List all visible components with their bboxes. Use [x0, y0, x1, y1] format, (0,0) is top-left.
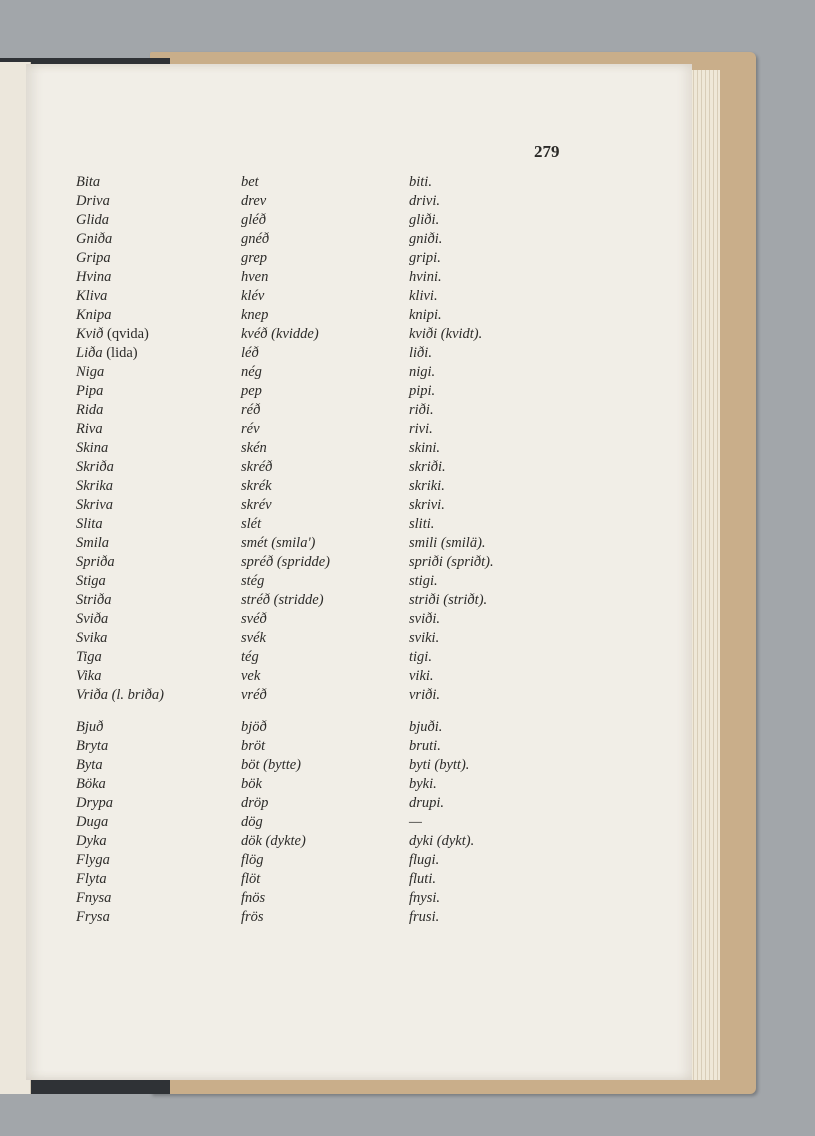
infinitive-word: Skina — [76, 440, 109, 456]
preterite-cell: drev — [241, 193, 267, 209]
supine-cell: fnysi. — [409, 890, 441, 906]
infinitive-cell — [76, 459, 114, 476]
infinitive-cell — [76, 516, 103, 533]
infinitive-cell — [76, 383, 103, 400]
infinitive-word: Frysa — [76, 909, 110, 925]
infinitive-cell — [76, 871, 107, 888]
supine-cell: sliti. — [409, 516, 435, 532]
supine-cell: bruti. — [409, 738, 441, 754]
page-stack — [690, 70, 720, 1080]
preterite-cell: dök (dykte) — [241, 833, 306, 849]
infinitive-cell — [76, 497, 113, 514]
supine-cell: viki. — [409, 668, 434, 684]
infinitive-word: Byta — [76, 757, 103, 773]
supine-cell: biti. — [409, 174, 432, 190]
supine-cell: stigi. — [409, 573, 438, 589]
preterite-cell: svék — [241, 630, 266, 646]
supine-cell: skini. — [409, 440, 441, 456]
supine-cell: gniði. — [409, 231, 443, 247]
supine-cell: byti (bytt). — [409, 757, 470, 773]
supine-cell: dyki (dykt). — [409, 833, 475, 849]
infinitive-cell — [76, 402, 103, 419]
infinitive-word: Drypa — [76, 795, 114, 811]
infinitive-word: Svika — [76, 630, 108, 646]
infinitive-cell — [76, 364, 104, 381]
infinitive-word: Niga — [76, 364, 105, 380]
infinitive-word: Bryta — [76, 738, 109, 754]
preterite-cell: hven — [241, 269, 269, 285]
infinitive-cell — [76, 174, 100, 191]
preterite-cell: vek — [241, 668, 261, 684]
infinitive-cell — [76, 649, 102, 666]
supine-cell: pipi. — [409, 383, 436, 399]
supine-cell: striði (striðt). — [409, 592, 488, 608]
infinitive-word: Driva — [76, 193, 110, 209]
page-number: 279 — [534, 142, 560, 161]
infinitive-word: Gripa — [76, 250, 111, 266]
infinitive-note: (qvida) — [103, 326, 149, 342]
supine-cell: sviki. — [409, 630, 440, 646]
preterite-cell: skrév — [241, 497, 272, 513]
preterite-cell: nég — [241, 364, 262, 380]
supine-cell: flugi. — [409, 852, 440, 868]
infinitive-cell — [76, 852, 110, 869]
infinitive-word: Kvið — [76, 326, 104, 342]
supine-cell: frusi. — [409, 909, 440, 925]
supine-cell: skriði. — [409, 459, 446, 475]
infinitive-cell — [76, 738, 108, 755]
infinitive-cell — [76, 269, 111, 286]
infinitive-word: Kliva — [76, 288, 108, 304]
preterite-cell: dröp — [241, 795, 269, 811]
infinitive-word: Sviða — [76, 611, 109, 627]
infinitive-cell — [76, 630, 107, 647]
supine-cell: gliði. — [409, 212, 440, 228]
supine-cell: riði. — [409, 402, 434, 418]
preterite-cell: klév — [241, 288, 265, 304]
infinitive-word: Smila — [76, 535, 110, 551]
infinitive-word: Vika — [76, 668, 102, 684]
infinitive-cell — [76, 554, 115, 571]
supine-cell: smili (smilä). — [409, 535, 486, 551]
infinitive-word: Böka — [76, 776, 106, 792]
supine-cell: skriki. — [409, 478, 445, 494]
infinitive-cell — [76, 573, 106, 590]
preterite-cell: bjöð — [241, 719, 267, 735]
infinitive-word: Gniða — [76, 231, 113, 247]
infinitive-word: Vriða (l. briða) — [76, 687, 164, 703]
infinitive-cell — [76, 307, 111, 324]
infinitive-cell — [76, 212, 109, 229]
supine-cell: drupi. — [409, 795, 445, 811]
supine-cell: bjuði. — [409, 719, 443, 735]
preterite-cell: vréð — [241, 687, 267, 703]
preterite-cell: svéð — [241, 611, 267, 627]
infinitive-word: Riva — [76, 421, 103, 437]
infinitive-cell — [76, 668, 102, 685]
infinitive-note: (lida) — [102, 345, 138, 361]
preterite-cell: skén — [241, 440, 267, 456]
infinitive-cell — [76, 611, 108, 628]
supine-cell: vriði. — [409, 687, 441, 703]
infinitive-word: Hvina — [76, 269, 112, 285]
infinitive-cell — [76, 250, 111, 267]
preterite-cell: réð — [241, 402, 261, 418]
supine-cell: rivi. — [409, 421, 433, 437]
preterite-cell: spréð (spridde) — [241, 554, 331, 570]
supine-cell: gripi. — [409, 250, 441, 266]
infinitive-word: Striða — [76, 592, 112, 608]
supine-cell: skrivi. — [409, 497, 445, 513]
infinitive-cell — [76, 757, 103, 774]
supine-cell: sviði. — [409, 611, 441, 627]
preterite-cell: bet — [241, 174, 259, 190]
infinitive-cell — [76, 421, 103, 438]
infinitive-word: Rida — [76, 402, 104, 418]
infinitive-word: Stiga — [76, 573, 106, 589]
preterite-cell: böt (bytte) — [241, 757, 301, 773]
supine-cell: hvini. — [409, 269, 442, 285]
preterite-cell: flöt — [241, 871, 261, 887]
infinitive-word: Knipa — [76, 307, 112, 323]
infinitive-word: Bita — [76, 174, 101, 190]
infinitive-cell — [76, 890, 111, 907]
infinitive-cell — [76, 687, 164, 704]
supine-cell: byki. — [409, 776, 437, 792]
preterite-cell: skrék — [241, 478, 272, 494]
infinitive-word: Tiga — [76, 649, 102, 665]
infinitive-word: Pipa — [76, 383, 104, 399]
book-page — [26, 64, 692, 1080]
supine-cell: klivi. — [409, 288, 438, 304]
supine-cell: kviði (kvidt). — [409, 326, 483, 342]
preterite-cell: knep — [241, 307, 269, 323]
infinitive-word: Spriða — [76, 554, 115, 570]
infinitive-cell — [76, 776, 106, 793]
infinitive-word: Dyka — [76, 833, 107, 849]
infinitive-cell — [76, 326, 149, 343]
infinitive-word: Duga — [76, 814, 109, 830]
preterite-cell: bröt — [241, 738, 266, 754]
infinitive-word: Skrika — [76, 478, 114, 494]
infinitive-cell — [76, 592, 111, 609]
infinitive-word: Skriva — [76, 497, 114, 513]
preterite-cell: gnéð — [241, 231, 270, 247]
infinitive-word: Flyga — [76, 852, 110, 868]
supine-cell: — — [409, 814, 422, 830]
preterite-cell: dög — [241, 814, 263, 830]
supine-cell: drivi. — [409, 193, 441, 209]
preterite-cell: skréð — [241, 459, 273, 475]
preterite-cell: léð — [241, 345, 259, 361]
supine-cell: knipi. — [409, 307, 442, 323]
infinitive-word: Liða — [76, 345, 103, 361]
preterite-cell: tég — [241, 649, 259, 665]
preterite-cell: rév — [241, 421, 260, 437]
infinitive-cell — [76, 440, 108, 457]
infinitive-word: Fnysa — [76, 890, 112, 906]
preterite-cell: grep — [241, 250, 268, 266]
preterite-cell: fnös — [241, 890, 266, 906]
preterite-cell: flög — [241, 852, 264, 868]
infinitive-cell — [76, 535, 109, 552]
infinitive-cell — [76, 909, 110, 926]
preterite-cell: frös — [241, 909, 264, 925]
preterite-cell: stréð (stridde) — [241, 592, 324, 608]
supine-cell: tigi. — [409, 649, 432, 665]
infinitive-word: Flyta — [76, 871, 107, 887]
supine-cell: liði. — [409, 345, 432, 361]
infinitive-cell — [76, 719, 103, 736]
infinitive-cell — [76, 814, 108, 831]
preterite-cell: pep — [241, 383, 262, 399]
infinitive-word: Glida — [76, 212, 110, 228]
preterite-cell: slét — [241, 516, 262, 532]
preterite-cell: bök — [241, 776, 262, 792]
infinitive-word: Slita — [76, 516, 103, 532]
infinitive-cell — [76, 193, 110, 210]
infinitive-word: Skriða — [76, 459, 114, 475]
supine-cell: spriði (spriðt). — [409, 554, 494, 570]
preterite-cell: stég — [241, 573, 265, 589]
infinitive-word: Bjuð — [76, 719, 104, 735]
preterite-cell: gléð — [241, 212, 266, 228]
supine-cell: fluti. — [409, 871, 436, 887]
supine-cell: nigi. — [409, 364, 436, 380]
preterite-cell: kvéð (kvidde) — [241, 326, 319, 342]
infinitive-cell — [76, 478, 113, 495]
infinitive-cell — [76, 345, 138, 362]
infinitive-cell — [76, 231, 112, 248]
preterite-cell: smét (smila') — [241, 535, 316, 551]
infinitive-cell — [76, 833, 107, 850]
infinitive-cell — [76, 288, 107, 305]
infinitive-cell — [76, 795, 113, 812]
